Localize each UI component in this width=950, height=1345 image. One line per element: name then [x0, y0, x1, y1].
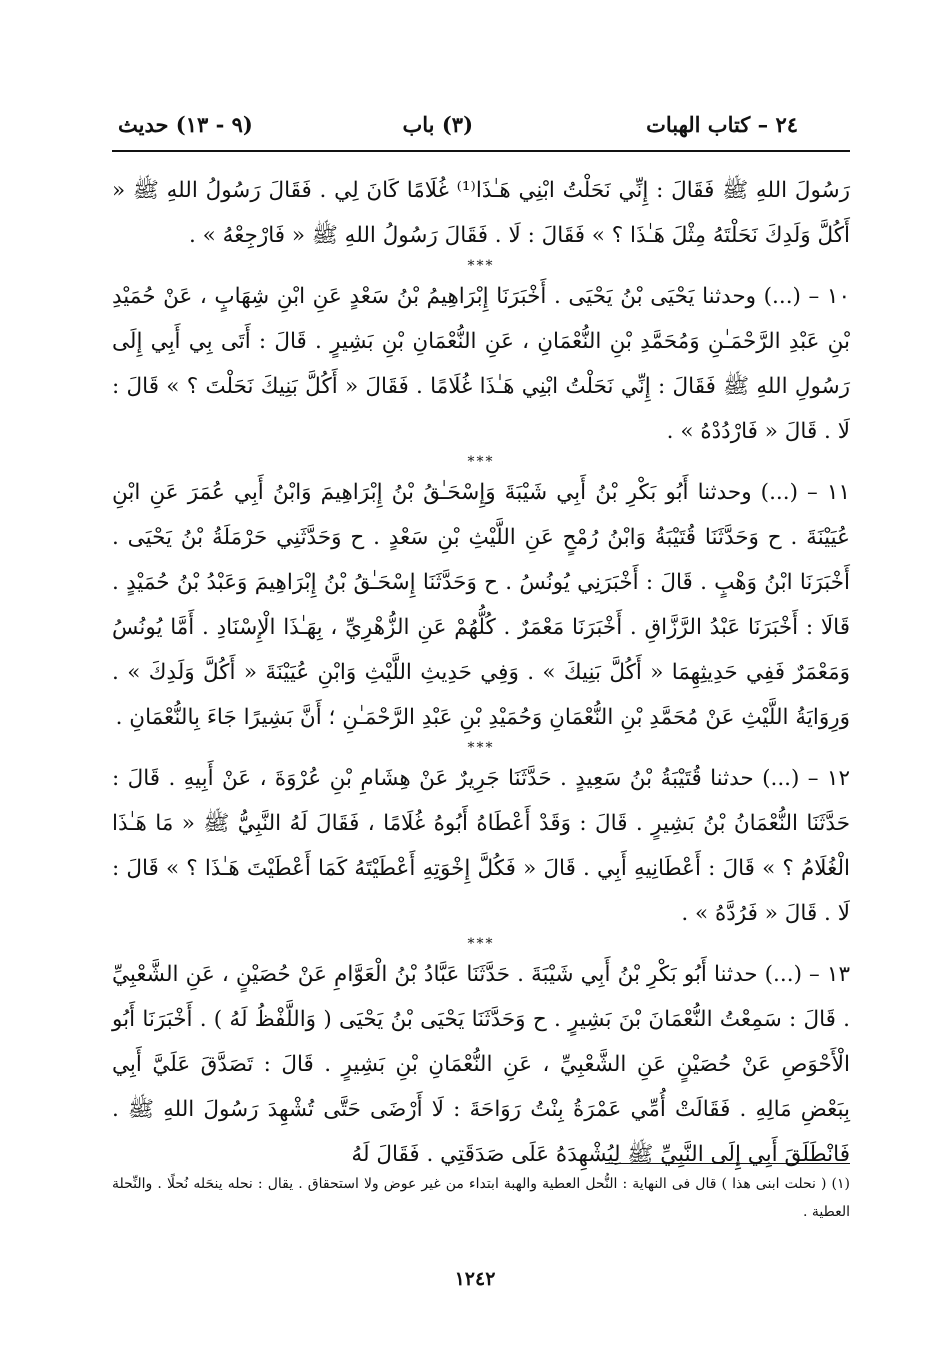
running-header [118, 108, 798, 144]
header-rule [112, 150, 850, 152]
section-separator: *** [467, 936, 495, 952]
paragraph-continuation: رَسُولَ اللهِ ﷺ فَقَالَ : إِنِّي نَحَلْتُ ابْنِي هَـٰذَا⁽¹⁾ غُلَامًا كَانَ لِي . فَقَالَ رَسُولُ اللهِ ﷺ « أَكُلَّ وَلَدِكَ نَحَلْتَهُ مِثْلَ هَـٰذَا ؟ » فَقَالَ : لَا . فَقَالَ رَسُولُ اللهِ ﷺ « فَارْجِعْهُ » . [112, 178, 850, 248]
section-separator: *** [467, 454, 495, 470]
hadith-12: ١٢ – (...) حدثنا قُتَيْبَةُ بْنُ سَعِيدٍ . حَدَّثَنَا جَرِيرٌ عَنْ هِشَامِ بْنِ عُرْوَةَ ، عَنْ أَبِيهِ . قَالَ : حَدَّثَنَا النُّعْمَانُ بْنُ بَشِيرٍ . قَالَ : وَقَدْ أَعْطَاهُ أَبُوهُ غُلَامًا ، فَقَالَ لَهُ النَّبِيُّ ﷺ « مَا هَـٰذَا الْغُلَامُ ؟ » قَالَ : أَعْطَانِيهِ أَبِي . قَالَ « فَكُلَّ إِخْوَتِهِ أَعْطَيْتَهُ كَمَا أَعْطَيْتَ هَـٰذَا ؟ » قَالَ : لَا . قَالَ « فَرُدَّهُ » . [112, 766, 850, 926]
main-text [112, 168, 850, 1177]
chapter-label: (٣) باب [402, 112, 473, 137]
section-separator: *** [467, 258, 495, 274]
hadith-11: ١١ – (...) وحدثنا أَبُو بَكْرِ بْنُ أَبِي شَيْبَةَ وَإِسْحَـٰقُ بْنُ إِبْرَاهِيمَ وَابْنُ أَبِي عُمَرَ عَنِ ابْنِ عُيَيْنَةَ . ح وَحَدَّثَنَا قُتَيْبَةُ وَابْنُ رُمْحٍ عَنِ اللَّيْثِ بْنِ سَعْدٍ . ح وَحَدَّثَنِي حَرْمَلَةُ بْنُ يَحْيَى . أَخْبَرَنَا ابْنُ وَهْبٍ . قَالَ : أَخْبَرَنِي يُونُسُ . ح وَحَدَّثَنَا إِسْحَـٰقُ بْنُ إِبْرَاهِيمَ وَعَبْدُ بْنُ حُمَيْدٍ . قَالَا : أَخْبَرَنَا عَبْدُ الرَّزَّاقِ . أَخْبَرَنَا مَعْمَرٌ . كُلُّهُمْ عَنِ الزُّهْرِيِّ ، بِهَـٰذَا الْإِسْنَادِ . أَمَّا يُونُسُ وَمَعْمَرٌ فَفِي حَدِيثِهِمَا « أَكُلَّ بَنِيكَ » . وَفِي حَدِيثِ اللَّيْثِ وَابْنِ عُيَيْنَةَ « أَكُلَّ وَلَدِكَ » . وَرِوَايَةُ اللَّيْثِ عَنْ مُحَمَّدِ بْنِ النُّعْمَانِ وَحُمَيْدِ بْنِ عَبْدِ الرَّحْمَـٰنِ ؛ أَنَّ بَشِيرًا جَاءَ بِالنُّعْمَانِ . [112, 480, 850, 730]
hadith-range: (٩ - ١٣) حديث [118, 112, 253, 137]
hadith-10: ١٠ – (...) وحدثنا يَحْيَى بْنُ يَحْيَى . أَخْبَرَنَا إِبْرَاهِيمُ بْنُ سَعْدٍ عَنِ ابْنِ شِهَابٍ ، عَنْ حُمَيْدِ بْنِ عَبْدِ الرَّحْمَـٰنِ وَمُحَمَّدِ بْنِ النُّعْمَانِ ، عَنِ النُّعْمَانِ بْنِ بَشِيرٍ . قَالَ : أَتَى بِي أَبِي إِلَى رَسُولِ اللهِ ﷺ فَقَالَ : إِنِّي نَحَلْتُ ابْنِي هَـٰذَا غُلَامًا . فَقَالَ « أَكُلَّ بَنِيكَ نَحَلْتَ ؟ » قَالَ : لَا . قَالَ « فَارْدُدْهُ » . [112, 284, 850, 444]
book-title: ٢٤ – كتاب الهبات [646, 112, 798, 137]
footnote-rule [605, 1163, 850, 1164]
hadith-13: ١٣ – (...) حدثنا أَبُو بَكْرِ بْنُ أَبِي شَيْبَةَ . حَدَّثَنَا عَبَّادُ بْنُ الْعَوَّامِ عَنْ حُصَيْنٍ ، عَنِ الشَّعْبِيِّ . قَالَ : سَمِعْتُ النُّعْمَانَ بْنَ بَشِيرٍ . ح وَحَدَّثَنَا يَحْيَى بْنُ يَحْيَى ( وَاللَّفْظُ لَهُ ) . أَخْبَرَنَا أَبُو الْأَحْوَصِ عَنْ حُصَيْنٍ عَنِ الشَّعْبِيِّ ، عَنِ النُّعْمَانِ بْنِ بَشِيرٍ . قَالَ : تَصَدَّقَ عَلَيَّ أَبِي بِبَعْضِ مَالِهِ . فَقَالَتْ أُمِّي عَمْرَةُ بِنْتُ رَوَاحَةَ : لَا أَرْضَى حَتَّى تُشْهِدَ رَسُولَ اللهِ ﷺ . فَانْطَلَقَ أَبِي إِلَى النَّبِيِّ ﷺ لِيُشْهِدَهُ عَلَى صَدَقَتِي . فَقَالَ لَهُ [112, 962, 850, 1167]
section-separator: *** [467, 740, 495, 756]
page-number: ١٢٤٢ [454, 1268, 496, 1290]
footnote-1: (١) ( نحلت ابنى هذا ) قال فى النهاية : النُّحل العطية والهبة ابتداء من غير عوض ولا استحقاق . يقال : نحله ينحَله نُحلًا . والنِّحلة العطية . [112, 1176, 850, 1220]
footnote [112, 1170, 850, 1226]
